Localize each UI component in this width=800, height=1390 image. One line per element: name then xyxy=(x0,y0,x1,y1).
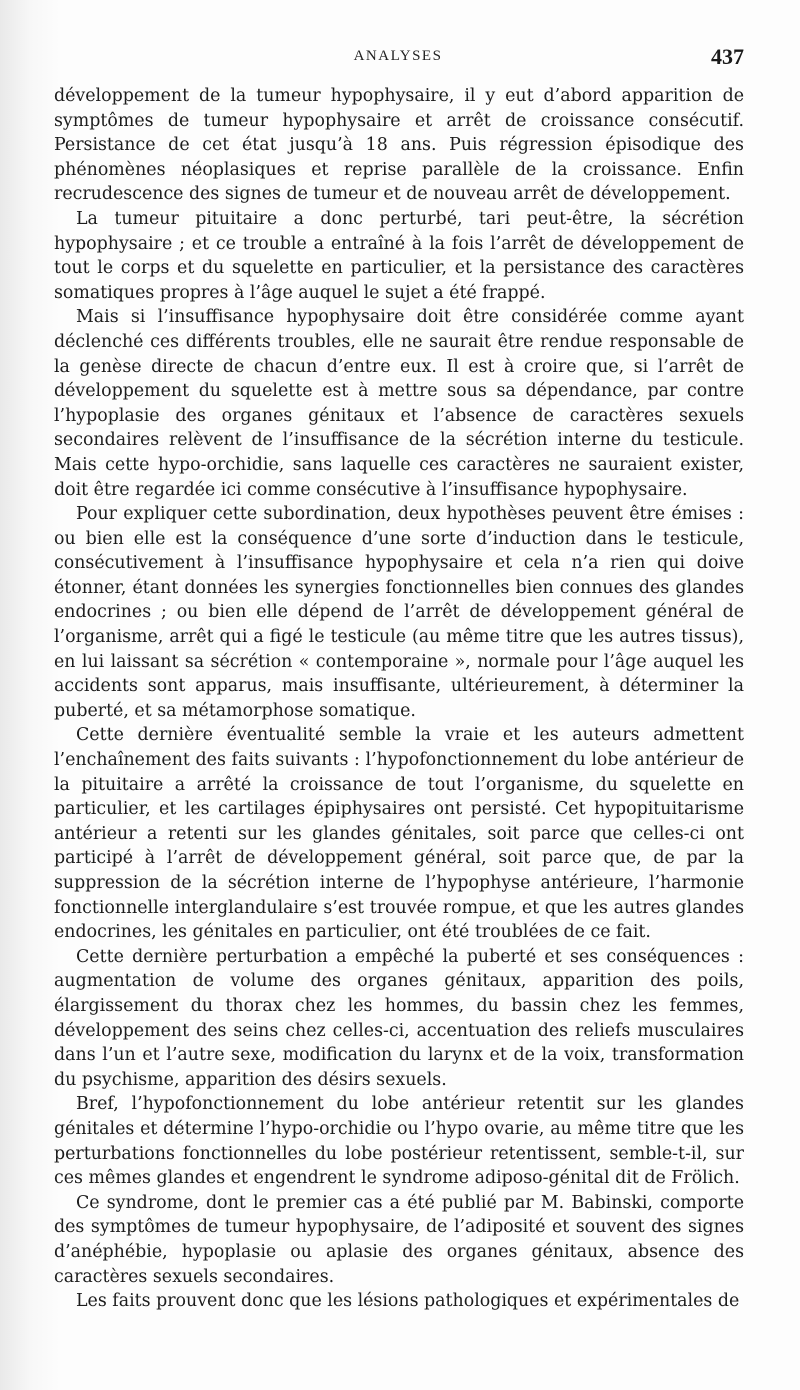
paragraph-continuation: développement de la tumeur hypophysaire, il y eut d’abord apparition de symptômes de tumeur hypophysaire et arrêt de croissance consécutif. Persistance de cet état jusqu’à 18 ans. Puis régression épisodique des phénomènes néoplasiques et reprise parallèle de la croissance. Enfin recrudescence des signes de tumeur et de nouveau arrêt de développement. xyxy=(54,86,744,205)
paragraph: Bref, l’hypofonctionnement du lobe antérieur retentit sur les glandes génitales et détermine l’hypo-orchidie ou l’hypo ovarie, au même titre que les perturbations fonctionnelles du lobe postérieur retentissent, semble-t-il, sur ces mêmes glandes et engendrent le syndrome adiposo-génital dit de Frölich. xyxy=(54,1094,744,1189)
paragraph: Ce syndrome, dont le premier cas a été publié par M. Babinski, comporte des symptômes de tumeur hypophysaire, de l’adiposité et souvent des signes d’anéphébie, hypoplasie ou aplasie des organes génitaux, absence des caractères sexuels secondaires. xyxy=(54,1192,744,1287)
page-header xyxy=(52,44,744,74)
paragraph: Pour expliquer cette subordination, deux hypothèses peuvent être émises : ou bien elle est la conséquence d’une sorte d’induction dans le testicule, consécutivement à l’insuffisance hypophysaire et cela n’a rien qui doive étonner, étant données les synergies fonctionnelles bien connues des glandes endocrines ; ou bien elle dépend de l’arrêt de développement général de l’organisme, arrêt qui a figé le testicule (au même titre que les autres tissus), en lui laissant sa sécrétion « contemporaine », normale pour l’âge auquel les accidents sont apparus, mais insuffisante, ultérieurement, à déterminer la puberté, et sa métamorphose somatique. xyxy=(54,504,744,721)
paragraph-final: Les faits prouvent donc que les lésions pathologiques et expérimentales de xyxy=(76,1291,740,1312)
paragraph: Cette dernière éventualité semble la vraie et les auteurs admettent l’enchaînement des faits suivants : l’hypofonctionnement du lobe antérieur de la pituitaire a arrêté la croissance de tout l’organisme, du squelette en particulier, et les cartilages épiphysaires ont persisté. Cet hypopituitarisme antérieur a retenti sur les glandes génitales, soit parce que celles-ci ont participé à l’arrêt de développement général, soit parce que, de par la suppression de la sécrétion interne de l’hypophyse antérieure, l’harmonie fonctionnelle interglandulaire s’est trouvée rompue, et que les autres glandes endocrines, les génitales en particulier, ont été troublées de ce fait. xyxy=(54,725,744,943)
paragraph: La tumeur pituitaire a donc perturbé, tari peut-être, la sécrétion hypophysaire ; et ce trouble a entraîné à la fois l’arrêt de développement de tout le corps et du squelette en particulier, et la persistance des caractères somatiques propres à l’âge auquel le sujet a été frappé. xyxy=(54,208,744,303)
article-body xyxy=(54,84,744,1314)
paragraph: Mais si l’insuffisance hypophysaire doit être considérée comme ayant déclenché ces différents troubles, elle ne saurait être rendue responsable de la genèse directe de chacun d’entre eux. Il est à croire que, si l’arrêt de développement du squelette est à mettre sous sa dépendance, par contre l’hypoplasie des organes génitaux et l’absence de caractères sexuels secondaires relèvent de l’insuffisance de la sécrétion interne du testicule. Mais cette hypo-orchidie, sans laquelle ces caractères ne sauraient exister, doit être regardée ici comme consécutive à l’insuffisance hypophysaire. xyxy=(54,307,744,500)
running-head: ANALYSES xyxy=(353,48,443,64)
page-number: 437 xyxy=(711,44,744,69)
paragraph: Cette dernière perturbation a empêché la puberté et ses conséquences : augmentation de volume des organes génitaux, apparition des poils, élargissement du thorax chez les hommes, du bassin chez les femmes, développement des seins chez celles-ci, accentuation des reliefs musculaires dans l’un et l’autre sexe, modification du larynx et de la voix, transformation du psychisme, apparition des désirs sexuels. xyxy=(54,946,744,1090)
